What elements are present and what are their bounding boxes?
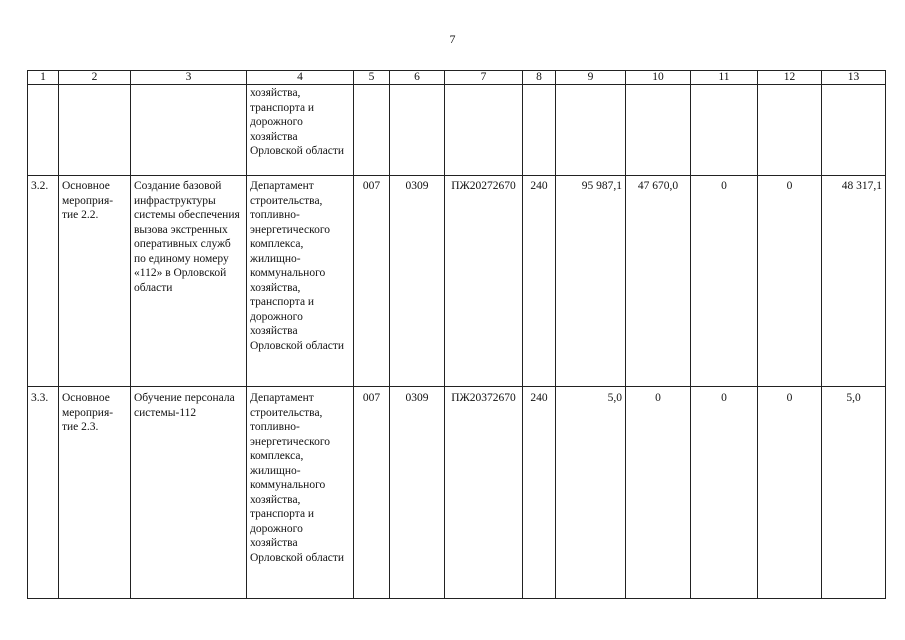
empty-cell: [28, 85, 59, 176]
empty-cell: [556, 85, 626, 176]
empty-cell: [445, 85, 523, 176]
column-header: 1: [28, 71, 59, 85]
column-header: 5: [354, 71, 390, 85]
empty-cell: [390, 85, 445, 176]
empty-cell: [822, 85, 886, 176]
empty-cell: [758, 85, 822, 176]
grbs-cell: 007: [354, 387, 390, 599]
year-value-cell: 0: [626, 387, 691, 599]
empty-cell: [626, 85, 691, 176]
column-header: 8: [523, 71, 556, 85]
department-cell: хозяйства, транспорта и дорожного хозяйства Орловской области: [247, 85, 354, 176]
row-number-cell: 3.2.: [28, 176, 59, 387]
total-cell: 95 987,1: [556, 176, 626, 387]
measure-name-cell: Обучение персонала системы-112: [131, 387, 247, 599]
rzpr-cell: 0309: [390, 176, 445, 387]
csr-cell: ПЖ20372670: [445, 387, 523, 599]
column-header: 9: [556, 71, 626, 85]
page-number: 7: [449, 32, 456, 46]
measure-type-cell: Основное мероприя- тие 2.2.: [59, 176, 131, 387]
year-value-cell: 5,0: [822, 387, 886, 599]
table-row: [28, 176, 886, 387]
row-number-cell: 3.3.: [28, 387, 59, 599]
empty-cell: [523, 85, 556, 176]
year-value-cell: 48 317,1: [822, 176, 886, 387]
year-value-cell: 0: [758, 387, 822, 599]
column-header: 7: [445, 71, 523, 85]
department-cell: Департамент строительства, топливно- энергетического комплекса, жилищно- коммунального хозяйства, транспорта и дорожного хозяйства Орловской области: [247, 176, 354, 387]
budget-table: [27, 70, 886, 599]
year-value-cell: 0: [758, 176, 822, 387]
continuation-row: [28, 85, 886, 176]
total-cell: 5,0: [556, 387, 626, 599]
department-cell: Департамент строительства, топливно- энергетического комплекса, жилищно- коммунального хозяйства, транспорта и дорожного хозяйства Орловской области: [247, 387, 354, 599]
csr-cell: ПЖ20272670: [445, 176, 523, 387]
column-header: 2: [59, 71, 131, 85]
empty-cell: [691, 85, 758, 176]
year-value-cell: 0: [691, 387, 758, 599]
measure-type-cell: Основное мероприя- тие 2.3.: [59, 387, 131, 599]
empty-cell: [354, 85, 390, 176]
column-header: 10: [626, 71, 691, 85]
column-header: 13: [822, 71, 886, 85]
measure-name-cell: Создание базовой инфраструктуры системы обеспечения вызова экстренных оперативных служб по единому номеру «112» в Орловской области: [131, 176, 247, 387]
header-row: [28, 71, 886, 85]
grbs-cell: 007: [354, 176, 390, 387]
vr-cell: 240: [523, 387, 556, 599]
year-value-cell: 47 670,0: [626, 176, 691, 387]
column-header: 11: [691, 71, 758, 85]
empty-cell: [131, 85, 247, 176]
empty-cell: [59, 85, 131, 176]
vr-cell: 240: [523, 176, 556, 387]
column-header: 4: [247, 71, 354, 85]
table-row: [28, 387, 886, 599]
year-value-cell: 0: [691, 176, 758, 387]
column-header: 6: [390, 71, 445, 85]
column-header: 3: [131, 71, 247, 85]
column-header: 12: [758, 71, 822, 85]
rzpr-cell: 0309: [390, 387, 445, 599]
